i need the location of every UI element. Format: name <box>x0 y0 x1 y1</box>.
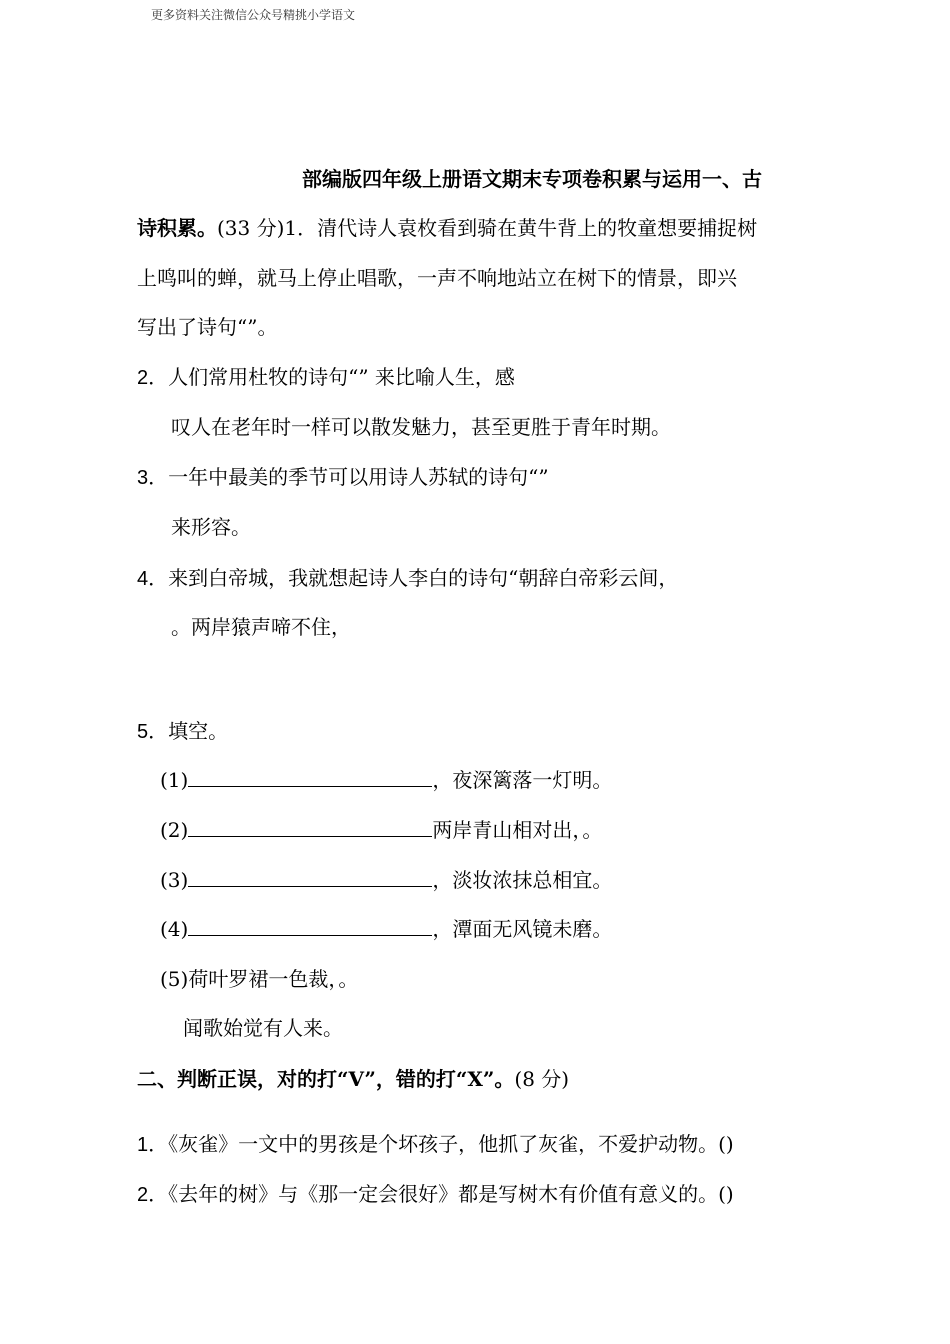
q4-text: 来到白帝城，我就想起诗人李白的诗句“朝辞白帝彩云间， <box>168 566 679 590</box>
q5-heading <box>137 718 228 745</box>
judge-item-2 <box>137 1181 734 1208</box>
q2-line-1 <box>137 364 515 391</box>
fill-item-1-text: ，夜深篱落一灯明。 <box>432 768 613 792</box>
q4-number: 4． <box>137 568 169 590</box>
q5-label: 填空。 <box>168 719 229 743</box>
judge-item-2-number: 2． <box>137 1184 169 1206</box>
fill-blank-4[interactable] <box>188 917 432 936</box>
title-line-1: 部编版四年级上册语文期末专项卷积累与运用一、古 <box>302 167 762 191</box>
section-2-title: 二、判断正误，对的打“V”，错的打“X”。 <box>137 1067 515 1091</box>
fill-item-2-text: 两岸青山相对出，。 <box>432 818 603 842</box>
section-2-score: (8 分) <box>514 1067 570 1091</box>
q3-text: 一年中最美的季节可以用诗人苏轼的诗句“” <box>168 465 549 489</box>
fill-item-3-text: ，淡妆浓抹总相宜。 <box>432 868 613 892</box>
q1-line-2: 写出了诗句“”。 <box>137 315 278 339</box>
q4-line-2: 。两岸猿声啼不住， <box>171 615 351 639</box>
title-line-2 <box>137 215 757 241</box>
fill-item-5-continuation: 闻歌始觉有人来。 <box>183 1016 343 1040</box>
fill-item-3-prefix: (3) <box>160 868 189 892</box>
title-line-2-bold: 诗积累。 <box>137 216 217 240</box>
fill-item-3 <box>160 867 612 893</box>
title-line-2-rest: (33 分)1．清代诗人袁枚看到骑在黄牛背上的牧童想要捕捉树 <box>217 216 758 240</box>
judge-item-1 <box>137 1131 734 1158</box>
fill-blank-3[interactable] <box>188 868 432 887</box>
fill-item-4-prefix: (4) <box>160 917 189 941</box>
fill-item-5: (5)荷叶罗裙一色裁，。 <box>160 967 359 991</box>
q3-number: 3． <box>137 467 169 489</box>
fill-blank-2[interactable] <box>188 818 432 837</box>
judge-item-2-text: 《去年的树》与《那一定会很好》都是写树木有价值有意义的。() <box>168 1182 734 1206</box>
q5-number: 5． <box>137 721 169 743</box>
fill-item-4 <box>160 916 612 942</box>
fill-item-1-prefix: (1) <box>160 768 189 792</box>
section-2-heading <box>137 1066 569 1092</box>
fill-item-2-prefix: (2) <box>160 818 189 842</box>
q2-line-2: 叹人在老年时一样可以散发魅力，甚至更胜于青年时期。 <box>171 415 671 439</box>
q2-text: 人们常用杜牧的诗句“” 来比喻人生，感 <box>168 365 515 389</box>
q3-line-2: 来形容。 <box>171 515 251 539</box>
fill-blank-1[interactable] <box>188 768 432 787</box>
fill-item-2 <box>160 817 602 843</box>
fill-item-4-text: ，潭面无风镜未磨。 <box>432 917 613 941</box>
judge-item-1-text: 《灰雀》一文中的男孩是个坏孩子，他抓了灰雀，不爱护动物。() <box>168 1132 734 1156</box>
q1-line-1: 上鸣叫的蝉，就马上停止唱歌，一声不响地站立在树下的情景，即兴 <box>137 266 737 290</box>
header-note: 更多资料关注微信公众号精挑小学语文 <box>151 8 356 22</box>
judge-item-1-number: 1． <box>137 1134 169 1156</box>
q3-line-1 <box>137 464 549 491</box>
fill-item-1 <box>160 767 612 793</box>
q2-number: 2． <box>137 367 169 389</box>
q4-line-1 <box>137 565 678 592</box>
